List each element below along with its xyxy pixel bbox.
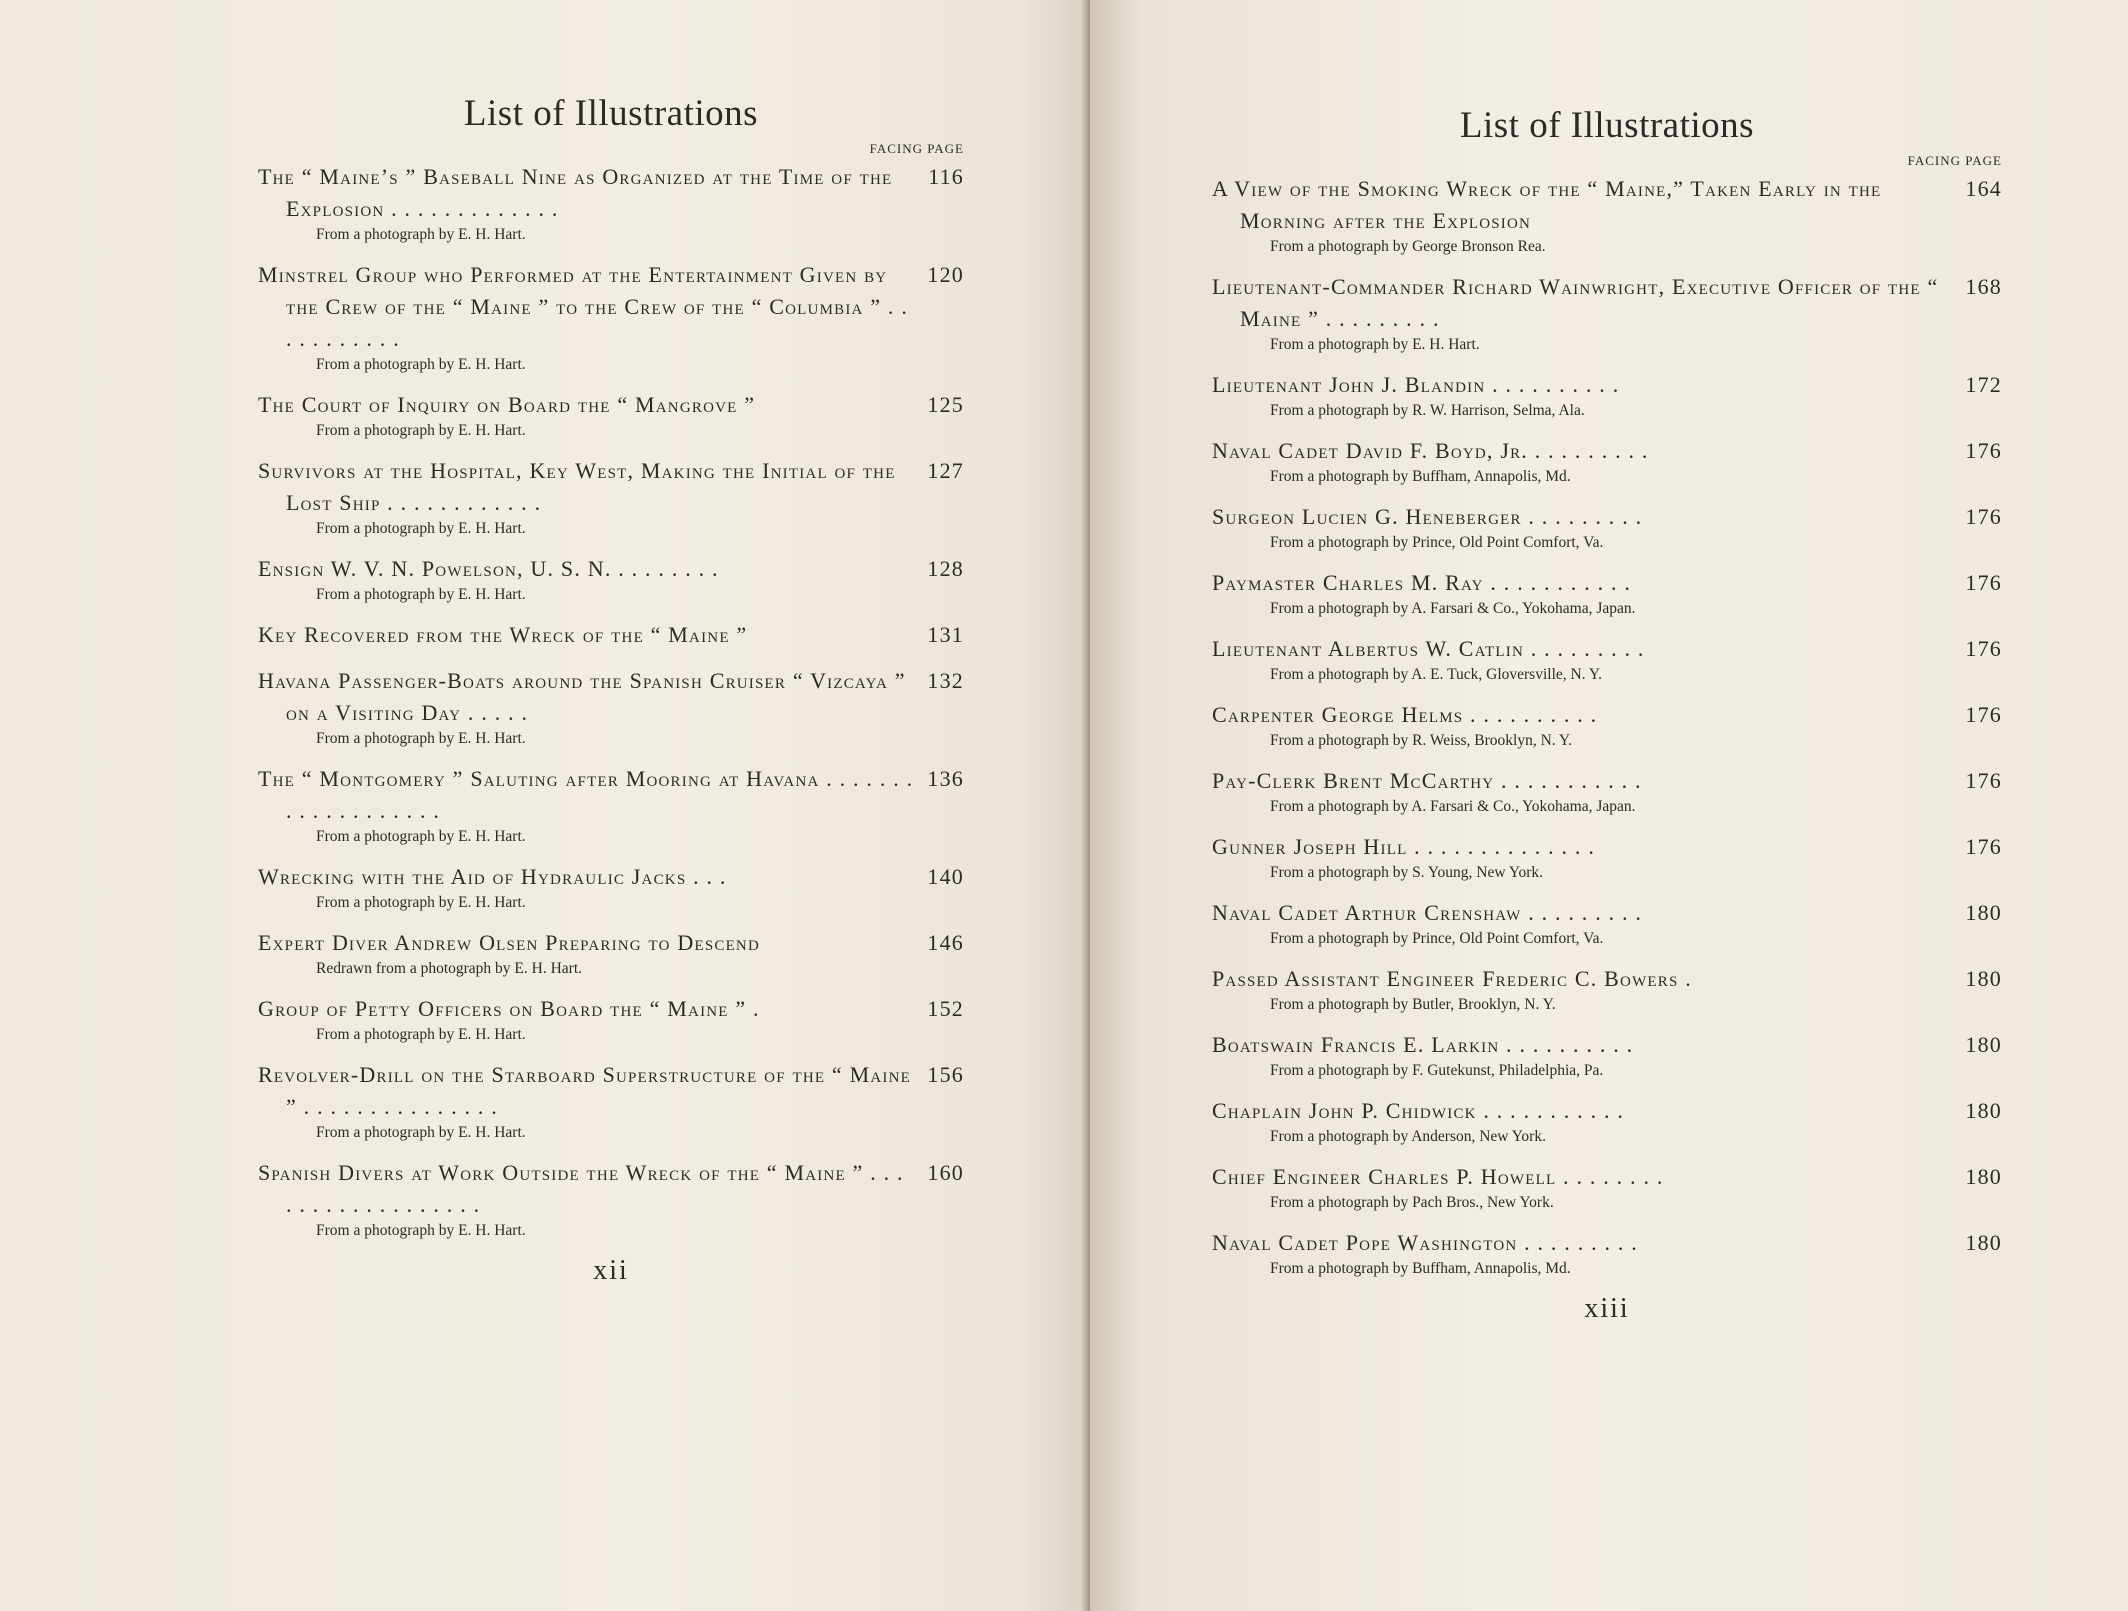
list-item xyxy=(1212,831,2002,883)
list-item xyxy=(258,389,964,441)
entry-page-number: 180 xyxy=(1965,900,2002,925)
entry-title: Survivors at the Hospital, Key West, Making the Initial of the Lost Ship . . . . . . . . . . . . xyxy=(258,458,896,515)
list-item xyxy=(258,861,964,913)
entry-title: The “ Maine’s ” Baseball Nine as Organized at the Time of the Explosion . . . . . . . . . . . . . xyxy=(258,164,893,221)
entry-page-number: 180 xyxy=(1965,966,2002,991)
list-item xyxy=(1212,173,2002,257)
entry-page-number: 176 xyxy=(1965,504,2002,529)
entry-page-number: 180 xyxy=(1965,1230,2002,1255)
entry-page-number: 168 xyxy=(1965,274,2002,299)
entry-credit: From a photograph by S. Young, New York. xyxy=(1270,864,1543,881)
entry-credit: From a photograph by A. Farsari & Co., Yokohama, Japan. xyxy=(1270,798,1636,815)
entry-title: Group of Petty Officers on Board the “ Maine ” . xyxy=(258,996,760,1021)
entry-page-number: 152 xyxy=(927,996,964,1021)
entry-credit: From a photograph by E. H. Hart. xyxy=(316,422,526,439)
entry-credit: From a photograph by E. H. Hart. xyxy=(316,226,526,243)
entry-credit: From a photograph by Prince, Old Point Comfort, Va. xyxy=(1270,534,1604,551)
entry-title: Gunner Joseph Hill . . . . . . . . . . . . . . xyxy=(1212,834,1596,859)
list-item xyxy=(258,927,964,979)
entry-page-number: 180 xyxy=(1965,1098,2002,1123)
entry-title: Lieutenant-Commander Richard Wainwright, Executive Officer of the “ Maine ” . . . . . . . . . xyxy=(1212,274,1939,331)
entry-credit: From a photograph by A. E. Tuck, Gloversville, N. Y. xyxy=(1270,666,1602,683)
left-page-content xyxy=(258,92,964,1287)
entry-title: Naval Cadet Arthur Crenshaw . . . . . . . . . xyxy=(1212,900,1643,925)
list-item xyxy=(258,1157,964,1241)
entry-credit: From a photograph by Buffham, Annapolis, Md. xyxy=(1270,468,1571,485)
entry-credit: From a photograph by E. H. Hart. xyxy=(1270,336,1480,353)
right-page xyxy=(1090,0,2128,1611)
entry-title: Havana Passenger-Boats around the Spanish Cruiser “ Vizcaya ” on a Visiting Day . . . . . xyxy=(258,668,906,725)
facing-page-label: FACING PAGE xyxy=(869,141,964,156)
entry-page-number: 176 xyxy=(1965,570,2002,595)
entry-title: Wrecking with the Aid of Hydraulic Jacks . . . xyxy=(258,864,727,889)
list-item xyxy=(1212,963,2002,1015)
entry-credit: From a photograph by Butler, Brooklyn, N. Y. xyxy=(1270,996,1556,1013)
right-page-content xyxy=(1212,104,2002,1325)
entry-page-number: 172 xyxy=(1965,372,2002,397)
page-title: List of Illustrations xyxy=(463,93,759,134)
facing-page-label: FACING PAGE xyxy=(1907,153,2002,168)
list-item xyxy=(258,993,964,1045)
entry-page-number: 127 xyxy=(927,458,964,483)
entry-title: Lieutenant Albertus W. Catlin . . . . . . . . . xyxy=(1212,636,1645,661)
entry-title: The Court of Inquiry on Board the “ Mangrove ” xyxy=(258,392,756,417)
entry-title: A View of the Smoking Wreck of the “ Maine,” Taken Early in the Morning after the Explosion xyxy=(1212,176,1882,233)
entry-credit: From a photograph by R. Weiss, Brooklyn, N. Y. xyxy=(1270,732,1573,749)
entry-page-number: 140 xyxy=(927,864,964,889)
list-item xyxy=(1212,699,2002,751)
entry-credit: From a photograph by A. Farsari & Co., Yokohama, Japan. xyxy=(1270,600,1636,617)
entry-credit: From a photograph by Anderson, New York. xyxy=(1270,1128,1546,1145)
list-item xyxy=(1212,1029,2002,1081)
entry-credit: From a photograph by E. H. Hart. xyxy=(316,828,526,845)
list-item xyxy=(258,259,964,375)
entry-credit: From a photograph by George Bronson Rea. xyxy=(1270,238,1546,255)
list-item xyxy=(1212,271,2002,355)
list-item xyxy=(258,665,964,749)
entry-title: Spanish Divers at Work Outside the Wreck of the “ Maine ” . . . . . . . . . . . . . . . . . . xyxy=(258,1160,904,1217)
entry-credit: From a photograph by E. H. Hart. xyxy=(316,1124,526,1141)
entry-title: Paymaster Charles M. Ray . . . . . . . . . . . xyxy=(1212,570,1632,595)
entry-page-number: 128 xyxy=(927,556,964,581)
list-item xyxy=(1212,633,2002,685)
entry-title: Revolver-Drill on the Starboard Superstructure of the “ Maine ” . . . . . . . . . . . . . . . xyxy=(258,1062,911,1119)
entry-credit: From a photograph by E. H. Hart. xyxy=(316,586,526,603)
entry-page-number: 132 xyxy=(927,668,964,693)
entry-page-number: 176 xyxy=(1965,834,2002,859)
entry-page-number: 146 xyxy=(927,930,964,955)
list-item xyxy=(1212,1227,2002,1279)
entry-title: Chaplain John P. Chidwick . . . . . . . . . . . xyxy=(1212,1098,1625,1123)
list-item xyxy=(1212,765,2002,817)
entry-title: Naval Cadet David F. Boyd, Jr. . . . . . . . . . xyxy=(1212,438,1649,463)
entry-page-number: 176 xyxy=(1965,438,2002,463)
entry-page-number: 176 xyxy=(1965,768,2002,793)
entry-title: Naval Cadet Pope Washington . . . . . . . . . xyxy=(1212,1230,1639,1255)
entry-title: Minstrel Group who Performed at the Entertainment Given by the Crew of the “ Maine ” to the Crew of the “ Columbia ” . . . . . . . . . . . xyxy=(258,262,909,351)
page-number: xiii xyxy=(1584,1293,1630,1324)
entry-credit: From a photograph by Pach Bros., New York. xyxy=(1270,1194,1554,1211)
list-item xyxy=(1212,369,2002,421)
entry-page-number: 176 xyxy=(1965,636,2002,661)
entry-page-number: 180 xyxy=(1965,1164,2002,1189)
entry-credit: From a photograph by E. H. Hart. xyxy=(316,520,526,537)
entry-credit: From a photograph by Buffham, Annapolis, Md. xyxy=(1270,1260,1571,1277)
entry-title: Pay-Clerk Brent McCarthy . . . . . . . . . . . xyxy=(1212,768,1642,793)
entry-title: Passed Assistant Engineer Frederic C. Bowers . xyxy=(1212,966,1692,991)
list-item xyxy=(1212,1095,2002,1147)
entry-credit: From a photograph by E. H. Hart. xyxy=(316,894,526,911)
entry-page-number: 156 xyxy=(927,1062,964,1087)
entry-title: Boatswain Francis E. Larkin . . . . . . . . . . xyxy=(1212,1032,1634,1057)
entry-title: Carpenter George Helms . . . . . . . . . . xyxy=(1212,702,1598,727)
entry-title: Ensign W. V. N. Powelson, U. S. N. . . . . . . . . xyxy=(258,556,719,581)
entry-title: Lieutenant John J. Blandin . . . . . . . . . . xyxy=(1212,372,1620,397)
entry-title: Chief Engineer Charles P. Howell . . . . . . . . xyxy=(1212,1164,1664,1189)
entry-page-number: 125 xyxy=(927,392,964,417)
list-item xyxy=(1212,567,2002,619)
entry-credit: From a photograph by E. H. Hart. xyxy=(316,356,526,373)
entry-credit: From a photograph by R. W. Harrison, Selma, Ala. xyxy=(1270,402,1585,419)
page-title: List of Illustrations xyxy=(1459,105,1755,146)
list-item xyxy=(1212,435,2002,487)
entry-credit: From a photograph by E. H. Hart. xyxy=(316,1026,526,1043)
list-item xyxy=(1212,501,2002,553)
entry-title: Surgeon Lucien G. Heneberger . . . . . . . . . xyxy=(1212,504,1643,529)
entry-page-number: 176 xyxy=(1965,702,2002,727)
entry-credit: From a photograph by E. H. Hart. xyxy=(316,1222,526,1239)
entry-page-number: 131 xyxy=(927,622,964,647)
entry-page-number: 136 xyxy=(927,766,964,791)
list-item xyxy=(258,553,964,605)
page-number: xii xyxy=(593,1255,629,1286)
entry-page-number: 180 xyxy=(1965,1032,2002,1057)
list-item xyxy=(258,161,964,245)
list-item xyxy=(1212,1161,2002,1213)
entry-credit: Redrawn from a photograph by E. H. Hart. xyxy=(316,960,583,977)
entry-title: The “ Montgomery ” Saluting after Mooring at Havana . . . . . . . . . . . . . . . . . . . xyxy=(258,766,914,823)
list-item xyxy=(258,1059,964,1143)
entry-credit: From a photograph by Prince, Old Point Comfort, Va. xyxy=(1270,930,1604,947)
entry-title: Key Recovered from the Wreck of the “ Maine ” xyxy=(258,622,748,647)
entry-page-number: 120 xyxy=(927,262,964,287)
entry-page-number: 160 xyxy=(927,1160,964,1185)
list-item xyxy=(258,763,964,847)
entry-page-number: 164 xyxy=(1965,176,2002,201)
entry-credit: From a photograph by E. H. Hart. xyxy=(316,730,526,747)
list-item xyxy=(1212,897,2002,949)
entry-credit: From a photograph by F. Gutekunst, Philadelphia, Pa. xyxy=(1270,1062,1604,1079)
list-item xyxy=(258,619,964,651)
entry-page-number: 116 xyxy=(928,164,964,189)
list-item xyxy=(258,455,964,539)
entry-title: Expert Diver Andrew Olsen Preparing to Descend xyxy=(258,930,760,955)
